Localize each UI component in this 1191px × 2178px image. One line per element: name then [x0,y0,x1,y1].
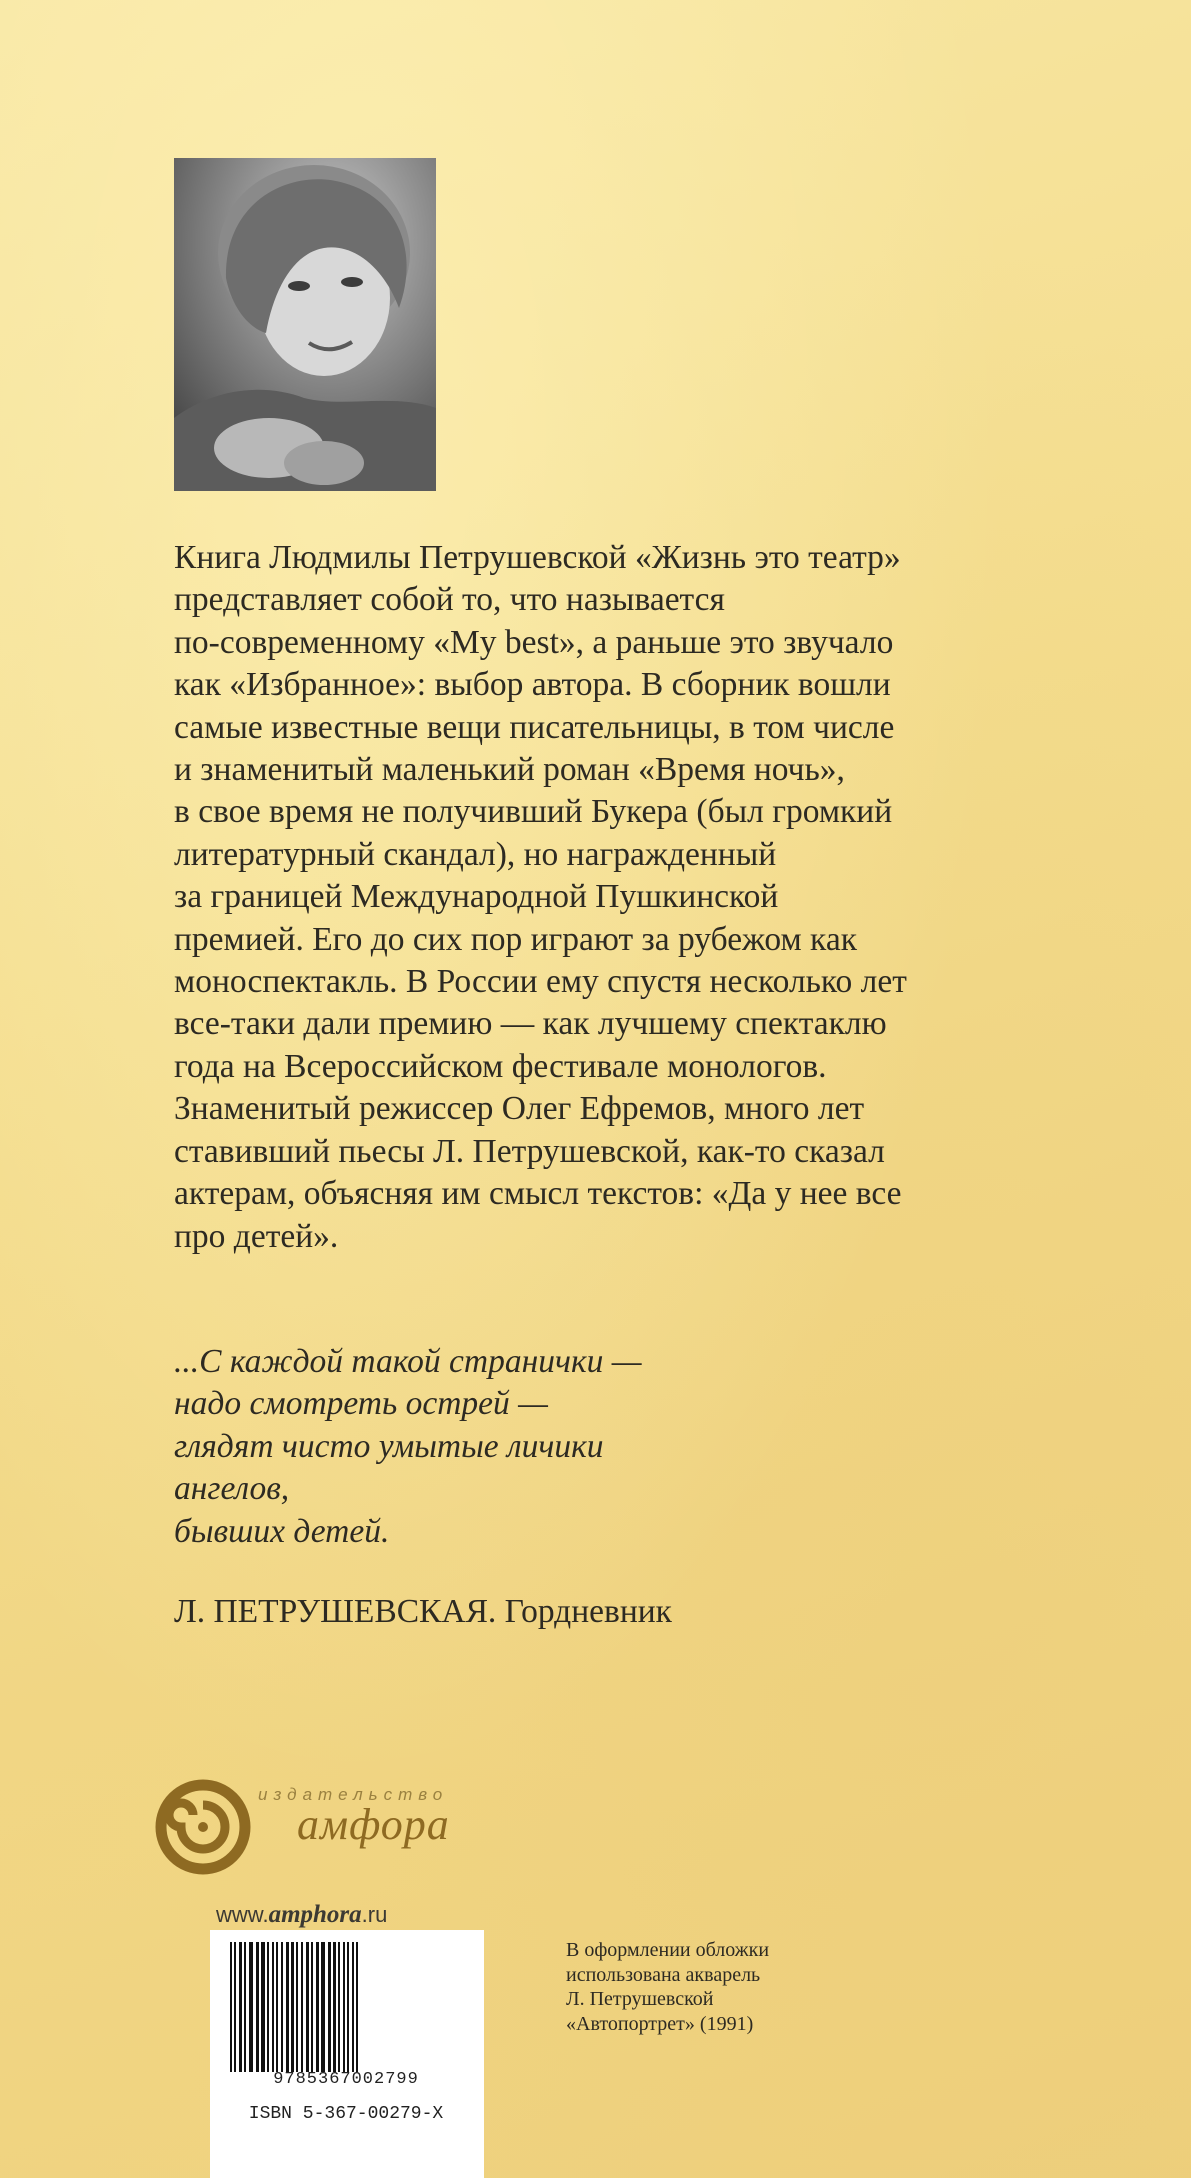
barcode-bar [272,1942,274,2072]
description-line: моноспектакль. В России ему спустя несколько лет [174,963,907,1001]
website-prefix: www. [216,1902,269,1927]
description-line: про детей». [174,1217,339,1255]
barcode-bar [333,1942,336,2072]
poem-line: глядят чисто умытые личики [174,1427,604,1465]
barcode-bar [261,1942,265,2072]
barcode-bar [239,1942,242,2072]
barcode-bar [301,1942,303,2072]
description-line: Книга Людмилы Петрушевской «Жизнь это театр» [174,539,901,576]
poem-line: ангелов, [174,1470,290,1508]
barcode-bar [328,1942,331,2072]
barcode-bar [316,1942,319,2072]
publisher-name: амфора [297,1800,450,1849]
barcode-bar [356,1942,358,2072]
credits-line: использована акварель [566,1963,761,1986]
barcode-bar [343,1942,345,2072]
barcode-bar [296,1942,298,2072]
description-line: за границей Международной Пушкинской [174,878,779,916]
description-line: по-современному «My best», а раньше это звучало [174,623,894,661]
barcode-bar [267,1942,269,2072]
description-line: представляет собой то, что называется [174,581,725,619]
barcode-bar [230,1942,232,2072]
barcode-bar [321,1942,325,2072]
description-line: литературный скандал), но награжденный [174,835,777,873]
book-description [174,537,1054,1258]
description-line: Знаменитый режиссер Олег Ефремов, много лет [174,1090,865,1128]
barcode [210,1930,484,2178]
description-line: как «Избранное»: выбор автора. В сборник вошли [174,666,891,704]
poem-line: бывших детей. [174,1512,390,1550]
website-suffix: .ru [361,1902,388,1927]
description-line: ставивший пьесы Л. Петрушевской, как-то сказал [174,1132,885,1170]
poem-attribution: Л. ПЕТРУШЕВСКАЯ. Гордневник [174,1593,672,1630]
barcode-bar [352,1942,354,2072]
description-line: актерам, объясняя им смысл текстов: «Да у нее все [174,1175,902,1213]
description-line: премией. Его до сих пор играют за рубежом как [174,920,857,958]
poem-line: надо смотреть острей — [174,1385,548,1423]
author-photo [174,158,436,491]
barcode-bar [347,1942,349,2072]
poem-line: ...С каждой такой странички — [174,1343,642,1380]
description-line: в свое время не получивший Букера (был громкий [174,793,893,831]
description-line: и знаменитый маленький роман «Время ночь», [174,751,845,789]
barcode-bar [338,1942,340,2072]
publisher-label: издательство [258,1785,449,1804]
barcode-digits: 9785367002799 [273,2070,419,2089]
website-name: amphora [268,1901,362,1928]
barcode-bar [234,1942,236,2072]
publisher-logo [155,1777,535,1877]
barcode-bars [224,1942,468,2072]
barcode-bar [256,1942,259,2072]
barcode-bar [311,1942,313,2072]
cover-credits [566,1938,769,2036]
barcode-bar [291,1942,294,2072]
description-line: самые известные вещи писательницы, в том числе [174,708,895,746]
isbn: ISBN 5-367-00279-X [248,2104,444,2124]
spiral-icon [155,1777,255,1877]
poem-epigraph [174,1341,874,1553]
barcode-bar [249,1942,253,2072]
description-line: все-таки дали премию — как лучшему спектаклю [174,1005,887,1043]
barcode-bar [281,1942,283,2072]
publisher-website[interactable] [216,1901,387,1929]
credits-line: Л. Петрушевской [566,1988,714,2010]
barcode-bar [286,1942,289,2072]
description-line: года на Всероссийском фестивале монологов. [174,1047,827,1085]
barcode-bar [306,1942,309,2072]
credits-line: В оформлении обложки [566,1939,770,1961]
barcode-bar [276,1942,278,2072]
credits-line: «Автопортрет» (1991) [566,2012,754,2035]
barcode-bar [244,1942,246,2072]
